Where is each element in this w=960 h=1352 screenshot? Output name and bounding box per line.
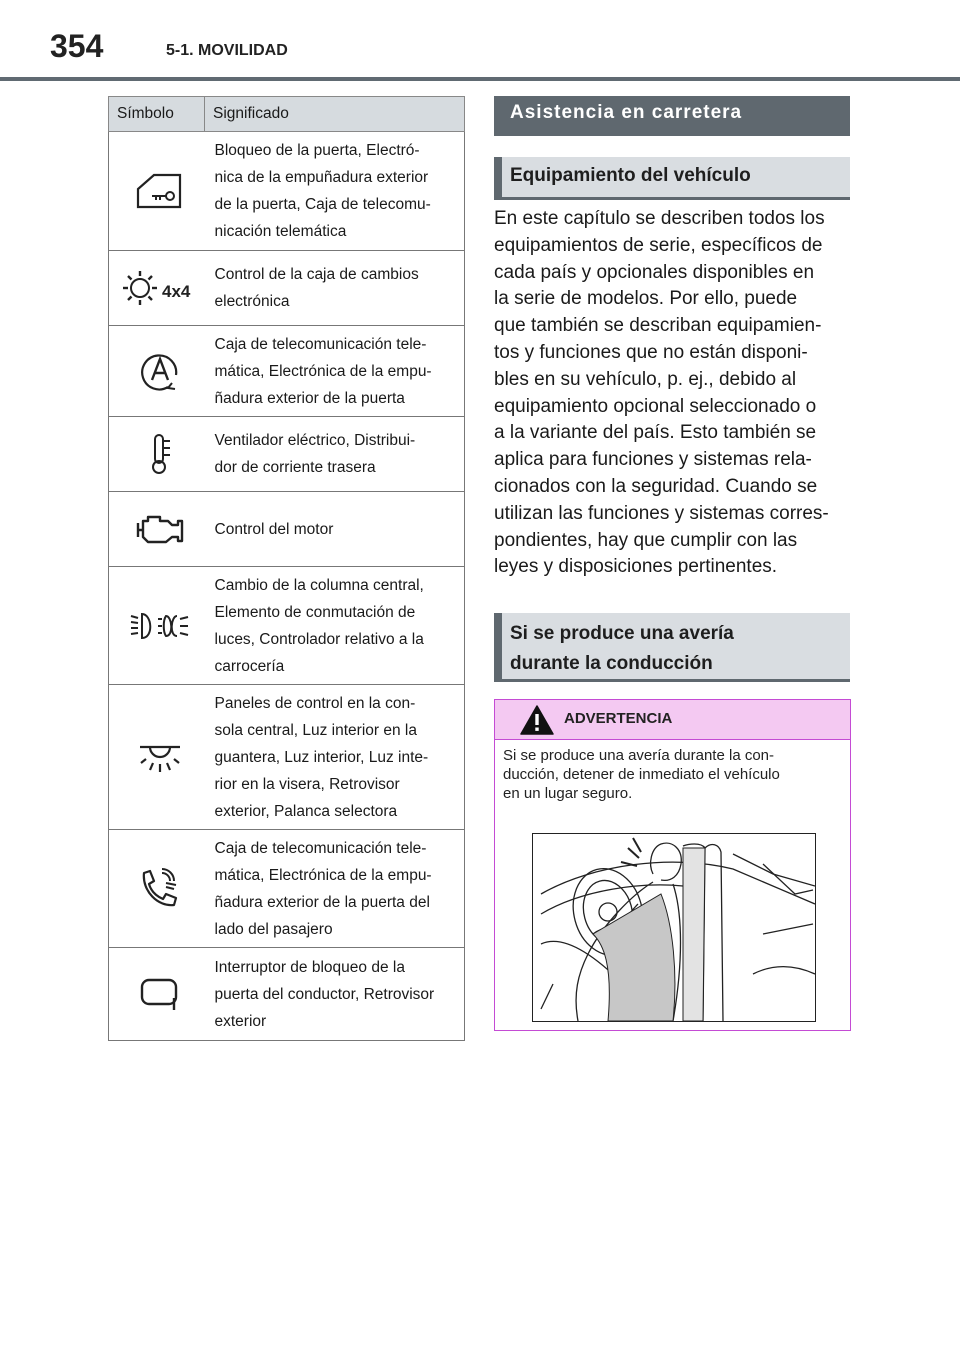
meaning-line: Control del motor <box>214 520 334 538</box>
table-row <box>109 326 465 417</box>
warning-line: Si se produce una avería durante la con- <box>503 747 775 764</box>
main-heading-text: Asistencia en carretera <box>510 102 743 123</box>
paragraph-line: cada país y opcionales disponibles en <box>494 261 815 283</box>
sub-heading-line: Si se produce una avería <box>510 623 734 644</box>
meaning-line: Interruptor de bloqueo de la <box>214 958 405 976</box>
meaning-line: Elemento de conmutación de <box>214 603 416 621</box>
meaning-line: Caja de telecomunicación tele- <box>214 335 427 353</box>
section-title: 5-1. MOVILIDAD <box>166 42 288 59</box>
paragraph-line: tos y funciones que no están disponi- <box>494 341 808 363</box>
meaning-line: nicación telemática <box>214 223 347 240</box>
paragraph-line: equipamiento opcional seleccionado o <box>494 395 817 417</box>
sub-heading-breakdown <box>494 613 850 682</box>
header-rule <box>0 77 960 81</box>
meaning-line: de la puerta, Caja de telecomu- <box>214 196 431 213</box>
paragraph-line: la serie de modelos. Por ello, puede <box>494 288 798 310</box>
paragraph-line: utilizan las funciones y sistemas corres- <box>494 502 829 524</box>
table-row <box>109 417 465 492</box>
meaning-line: luces, Controlador relativo a la <box>214 630 424 648</box>
coolant-temperature-icon <box>117 432 204 476</box>
svg-text:4x4: 4x4 <box>162 282 191 301</box>
meaning-line: dor de corriente trasera <box>214 459 376 476</box>
warning-header <box>495 700 850 740</box>
paragraph-line: cionados con la seguridad. Cuando se <box>494 475 818 497</box>
meaning-line: sola central, Luz interior en la <box>214 721 417 739</box>
auto-stop-start-icon <box>117 349 204 393</box>
warning-line: ducción, detener de inmediato el vehículo <box>503 766 780 783</box>
warning-triangle-icon <box>519 704 555 741</box>
meaning-line: Bloqueo de la puerta, Electró- <box>214 142 420 159</box>
meaning-line: puerta del conductor, Retrovisor <box>214 985 435 1003</box>
page-number: 354 <box>50 28 104 64</box>
door-lock-icon <box>117 171 204 211</box>
meaning-line: nica de la empuñadura exterior <box>214 169 429 186</box>
meaning-line: rior en la visera, Retrovisor <box>214 775 400 793</box>
paragraph-line: a la variante del país. Esto también se <box>494 422 817 444</box>
meaning-line: mática, Electrónica de la empu- <box>214 866 432 884</box>
meaning-line: carrocería <box>214 657 285 675</box>
sub-heading-equipment <box>494 157 850 200</box>
paragraph-line: aplica para funciones y sistemas rela- <box>494 449 812 471</box>
paragraph-line: En este capítulo se describen todos los <box>494 208 825 229</box>
paragraph-line: leyes y disposiciones pertinentes. <box>494 556 778 578</box>
meaning-line: Cambio de la columna central, <box>214 576 424 594</box>
table-row <box>109 251 465 326</box>
meaning-line: ñadura exterior de la puerta <box>214 389 405 407</box>
paragraph-line: bles en su vehículo, p. ej., debido al <box>494 368 797 390</box>
headlight-switch-icon <box>117 608 204 644</box>
warning-line: en un lugar seguro. <box>503 785 633 802</box>
table-row <box>109 567 465 685</box>
engine-check-icon <box>117 511 204 547</box>
meaning-line: Paneles de control en la con- <box>214 694 416 712</box>
paragraph-line: que también se describan equipamien- <box>494 315 822 337</box>
emergency-call-icon <box>117 867 204 911</box>
meaning-line: exterior <box>214 1012 267 1030</box>
warning-box <box>494 699 851 1031</box>
sub-heading-line: durante la conducción <box>510 653 713 674</box>
driver-illustration <box>532 833 816 1022</box>
warning-label: ADVERTENCIA <box>564 710 673 727</box>
paragraph-line: equipamientos de serie, específicos de <box>494 234 823 256</box>
meaning-line: lado del pasajero <box>214 920 333 938</box>
warning-text <box>503 746 843 803</box>
table-header-row <box>109 97 465 132</box>
table-row <box>109 492 465 567</box>
column-header-symbol: Símbolo <box>109 97 205 132</box>
table-row <box>109 685 465 830</box>
table-row <box>109 830 465 948</box>
paragraph-line: pondientes, hay que cumplir con las <box>494 529 798 551</box>
meaning-line: guantera, Luz interior, Luz inte- <box>214 748 429 766</box>
meaning-line: mática, Electrónica de la empu- <box>214 362 432 380</box>
meaning-line: Control de la caja de cambios <box>214 266 419 283</box>
heading-bar <box>494 613 502 679</box>
heading-bar <box>494 157 502 197</box>
column-header-meaning: Significado <box>205 97 465 132</box>
interior-light-icon <box>117 739 204 775</box>
intro-paragraph <box>494 206 854 581</box>
main-heading <box>494 96 850 136</box>
sub-heading-text: Equipamiento del vehículo <box>510 165 751 186</box>
symbol-table <box>108 96 465 1041</box>
mirror-switch-icon <box>117 976 204 1012</box>
meaning-line: ñadura exterior de la puerta del <box>214 893 430 911</box>
4x4-gear-icon <box>117 268 204 308</box>
meaning-line: electrónica <box>214 293 290 310</box>
table-row <box>109 132 465 251</box>
meaning-line: Caja de telecomunicación tele- <box>214 839 427 857</box>
meaning-line: exterior, Palanca selectora <box>214 802 398 820</box>
table-row <box>109 948 465 1041</box>
meaning-line: Ventilador eléctrico, Distribui- <box>214 432 416 449</box>
